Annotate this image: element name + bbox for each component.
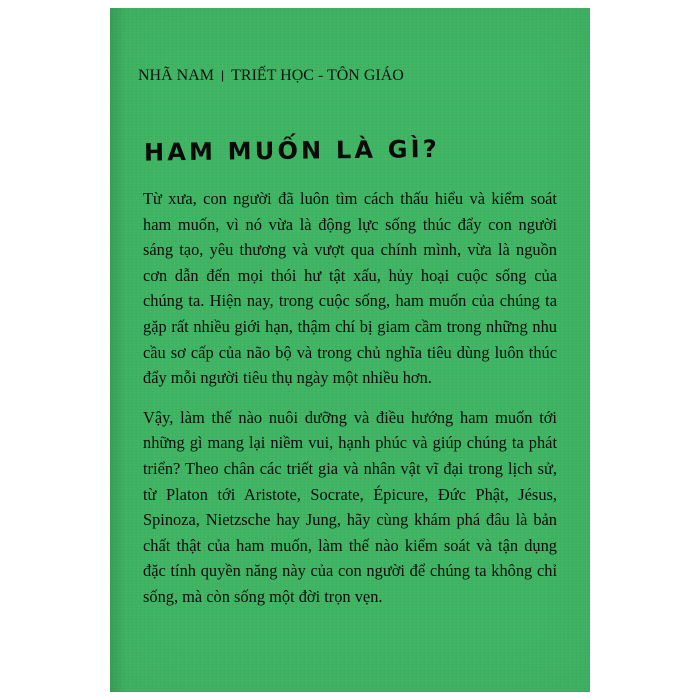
cover-headline: HAM MUỐN LÀ GÌ?	[143, 134, 441, 167]
blurb-paragraph: Từ xưa, con người đã luôn tìm cách thấu hiểu và kiểm soát ham muốn, vì nó vừa là động lực sống thúc đẩy con người sáng tạo, yêu thương và vượt qua chính mình, vừa là nguồn cơn dẫn đến mọi thói hư tật xấu, hủy hoại cuộc sống của chúng ta. Hiện nay, trong cuộc sống, ham muốn của chúng ta gặp rất nhiều giới hạn, thậm chí bị giam cầm trong những nhu cầu sơ cấp của não bộ và trong chủ nghĩa tiêu dùng luôn thúc đẩy mỗi người tiêu thụ ngày một nhiều hơn.	[143, 189, 557, 388]
book-back-cover	[110, 8, 590, 692]
publisher-bar	[138, 66, 404, 86]
blurb-paragraph: Vậy, làm thế nào nuôi dưỡng và điều hướng ham muốn tới những gì mang lại niềm vui, hạnh phúc và giúp chúng ta phát triển? Theo chân các triết gia và nhân vật vĩ đại trong lịch sử, từ Platon tới Aristote, Socrate, Épicure, Đức Phật, Jésus, Spinoza, Nietzsche hay Jung, hãy cùng khám phá đâu là bản chất thật của ham muốn, làm thế nào kiểm soát và tận dụng đặc tính quyền năng này của con người để chúng ta không chỉ sống, mà còn sống một đời trọn vẹn.	[143, 407, 557, 606]
cover-blurb	[143, 186, 557, 610]
publisher-category: TRIẾT HỌC - TÔN GIÁO	[231, 67, 404, 84]
spine-shadow	[110, 8, 126, 692]
publisher-name: NHÃ NAM	[138, 67, 214, 84]
publisher-separator: |	[221, 68, 225, 82]
